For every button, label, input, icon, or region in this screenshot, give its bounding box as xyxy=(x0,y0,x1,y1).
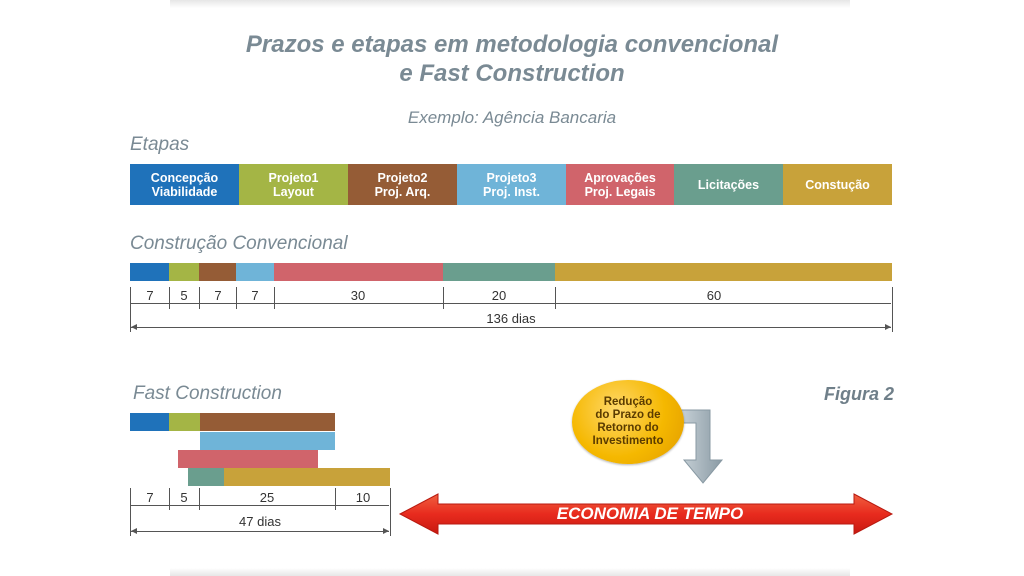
fast-seg-projeto3 xyxy=(200,432,335,450)
conv-seg-licitacoes xyxy=(443,263,555,281)
title-line-1: Prazos e etapas em metodologia convencional xyxy=(245,31,779,58)
conv-tick xyxy=(274,287,275,309)
figure-label: Figura 2 xyxy=(824,384,895,404)
title-line-2: e Fast Construction xyxy=(399,60,625,87)
conv-total: 136 dias xyxy=(486,311,536,326)
conv-seg-concepcao xyxy=(130,263,169,281)
fast-tick xyxy=(199,488,200,510)
conv-tick xyxy=(169,287,170,309)
fast-seg-construcao xyxy=(224,468,390,486)
fast-duration: 7 xyxy=(146,490,154,505)
fast-seg-concepcao xyxy=(130,413,169,431)
stage-licitacoes: Licitações xyxy=(674,164,783,205)
section-conventional: Construção Convencional xyxy=(130,233,348,254)
stage-projeto2: Projeto2 Proj. Arq. xyxy=(348,164,457,205)
conv-tick xyxy=(892,287,893,332)
conv-duration: 7 xyxy=(251,288,259,303)
conv-duration: 7 xyxy=(146,288,154,303)
conv-tick xyxy=(236,287,237,309)
arrow-right xyxy=(383,528,389,534)
fast-tick xyxy=(335,488,336,510)
conv-tick xyxy=(199,287,200,309)
savings-label: ECONOMIA DE TEMPO xyxy=(556,504,744,523)
conv-seg-construcao xyxy=(555,263,892,281)
bottom-shadow xyxy=(170,568,850,576)
stage-construcao: Constução xyxy=(783,164,892,205)
arrow-left xyxy=(131,324,137,330)
fast-duration: 25 xyxy=(259,490,275,505)
section-fast: Fast Construction xyxy=(133,383,282,404)
conv-seg-aprovacoes xyxy=(274,263,443,281)
conv-duration: 30 xyxy=(350,288,366,303)
fast-duration: 10 xyxy=(355,490,371,505)
stage-projeto3: Projeto3 Proj. Inst. xyxy=(457,164,566,205)
conv-tick xyxy=(443,287,444,309)
fast-duration: 5 xyxy=(180,490,188,505)
fast-total: 47 dias xyxy=(239,514,281,529)
conv-seg-projeto1 xyxy=(169,263,199,281)
conv-dim-line xyxy=(131,303,891,304)
fast-dim-line xyxy=(131,505,389,506)
stage-concepcao: Concepção Viabilidade xyxy=(130,164,239,205)
arrow-right xyxy=(885,324,891,330)
conv-duration: 60 xyxy=(706,288,722,303)
arrow-left xyxy=(131,528,137,534)
fast-seg-licitacoes xyxy=(188,468,224,486)
subtitle: Exemplo: Agência Bancaria xyxy=(407,108,617,127)
conv-total-line xyxy=(131,327,891,328)
reduction-bubble: Redução do Prazo de Retorno do Investimento xyxy=(572,380,684,464)
conv-seg-projeto2 xyxy=(199,263,236,281)
top-shadow xyxy=(170,0,850,8)
fast-seg-aprovacoes xyxy=(178,450,318,468)
conv-duration: 7 xyxy=(214,288,222,303)
stage-projeto1: Projeto1 Layout xyxy=(239,164,348,205)
fast-seg-projeto2 xyxy=(200,413,335,431)
fast-seg-projeto1 xyxy=(169,413,200,431)
conv-duration: 20 xyxy=(491,288,507,303)
conv-tick xyxy=(555,287,556,309)
conv-seg-projeto3 xyxy=(236,263,274,281)
fast-tick xyxy=(169,488,170,510)
fast-total-line xyxy=(131,531,389,532)
stage-aprovacoes: Aprovações Proj. Legais xyxy=(566,164,674,205)
fast-tick xyxy=(390,488,391,536)
section-stages: Etapas xyxy=(130,134,190,155)
conv-duration: 5 xyxy=(180,288,188,303)
